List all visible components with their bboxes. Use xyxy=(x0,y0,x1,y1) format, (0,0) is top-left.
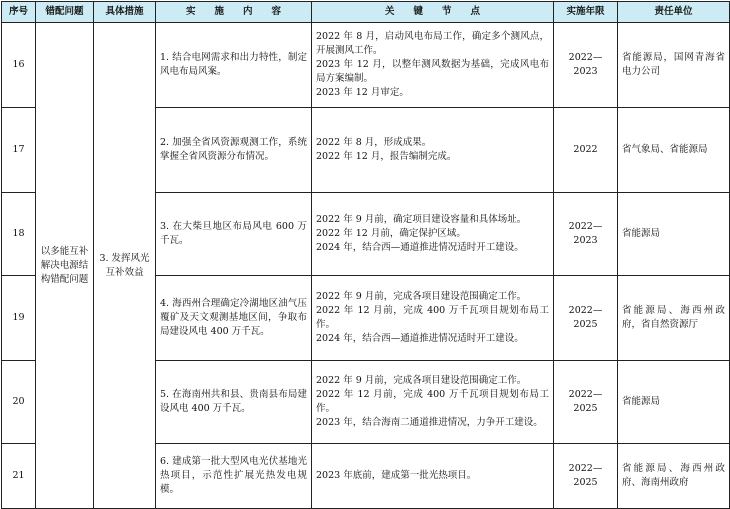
row-unit: 省能源局、海西州政府，省自然资源厅 xyxy=(618,276,730,361)
milestone-line: 2024 年，结合西—通道推进情况适时开工建设。 xyxy=(316,242,524,253)
milestone-line: 2023 年 12 月审定。 xyxy=(316,87,409,98)
milestone-line: 2022 年 12 月前，确定保护区域。 xyxy=(316,228,466,239)
milestone-line: 2022 年 9 月前，确定项目建设容量和具体场址。 xyxy=(316,214,527,225)
row-milestones xyxy=(312,276,554,361)
row-content: 5. 在海南州共和县、贵南县布局建设风电 400 万千瓦。 xyxy=(156,361,312,444)
row-milestones xyxy=(312,23,554,108)
plan-table xyxy=(1,1,730,509)
row-period: 2022 xyxy=(554,108,618,193)
header-milestones: 关 键 节 点 xyxy=(312,2,554,23)
row-content: 1. 结合电网需求和出力特性，制定风电布局风案。 xyxy=(156,23,312,108)
row-period: 2022—2025 xyxy=(554,444,618,509)
header-content: 实 施 内 容 xyxy=(156,2,312,23)
row-unit: 省气象局、省能源局 xyxy=(618,108,730,193)
problem-cell: 以多能互补解决电源结构错配问题 xyxy=(36,23,94,509)
row-seq: 19 xyxy=(2,276,36,361)
row-period: 2022—2025 xyxy=(554,361,618,444)
milestone-line: 2022 年 8 月，形成成果。 xyxy=(316,137,432,148)
row-milestones xyxy=(312,193,554,276)
row-content: 6. 建成第一批大型风电光伏基地光热项目，示范性扩展光热发电规模。 xyxy=(156,444,312,509)
milestone-line: 2023 年，结合海南二通道推进情况，力争开工建设。 xyxy=(316,417,543,428)
row-content: 4. 海西州合理确定冷湖地区油气压覆矿及天文观测基地区间，争取布局建设风电 400 万千瓦。 xyxy=(156,276,312,361)
milestone-line: 2022 年 9 月前，完成各项目建设范围确定工作。 xyxy=(316,291,527,302)
measure-cell: 3. 发挥风光互补效益 xyxy=(94,23,156,509)
row-seq: 21 xyxy=(2,444,36,509)
row-period: 2022—2025 xyxy=(554,276,618,361)
header-row xyxy=(2,2,730,23)
milestone-line: 2023 年 12 月，以整年测风数据为基础，完成风电布局方案编制。 xyxy=(316,59,549,84)
milestone-line: 2024 年，结合西—通道推进情况适时开工建设。 xyxy=(316,333,524,344)
row-content: 3. 在大柴旦地区布局风电 600 万千瓦。 xyxy=(156,193,312,276)
header-period: 实施年限 xyxy=(554,2,618,23)
row-content: 2. 加强全省风资源观测工作，系统掌握全省风资源分布情况。 xyxy=(156,108,312,193)
row-milestones xyxy=(312,361,554,444)
row-seq: 18 xyxy=(2,193,36,276)
header-unit: 责任单位 xyxy=(618,2,730,23)
row-milestones xyxy=(312,444,554,509)
milestone-line: 2022 年 9 月前，完成各项目建设范围确定工作。 xyxy=(316,375,527,386)
row-seq: 20 xyxy=(2,361,36,444)
milestone-line: 2023 年底前，建成第一批光热项目。 xyxy=(316,470,477,481)
milestone-line: 2022 年 12 月，报告编制完成。 xyxy=(316,151,457,162)
header-measure: 具体措施 xyxy=(94,2,156,23)
milestone-line: 2022 年 12 月前，完成 400 万千瓦项目规划布局工作。 xyxy=(316,305,549,330)
header-problem: 错配问题 xyxy=(36,2,94,23)
row-unit: 省能源局，国网青海省电力公司 xyxy=(618,23,730,108)
row-seq: 16 xyxy=(2,23,36,108)
row-unit: 省能源局、海西州政府、海南州政府 xyxy=(618,444,730,509)
row-period: 2022—2023 xyxy=(554,193,618,276)
milestone-line: 2022 年 12 月前，完成 400 万千瓦项目规划布局工作。 xyxy=(316,389,549,414)
row-unit: 省能源局 xyxy=(618,361,730,444)
table-row xyxy=(2,23,730,108)
row-seq: 17 xyxy=(2,108,36,193)
header-seq: 序号 xyxy=(2,2,36,23)
milestone-line: 2022 年 8 月，启动风电布局工作，确定多个测风点，开展测风工作。 xyxy=(316,31,549,56)
row-period: 2022—2023 xyxy=(554,23,618,108)
row-unit: 省能源局 xyxy=(618,193,730,276)
row-milestones xyxy=(312,108,554,193)
